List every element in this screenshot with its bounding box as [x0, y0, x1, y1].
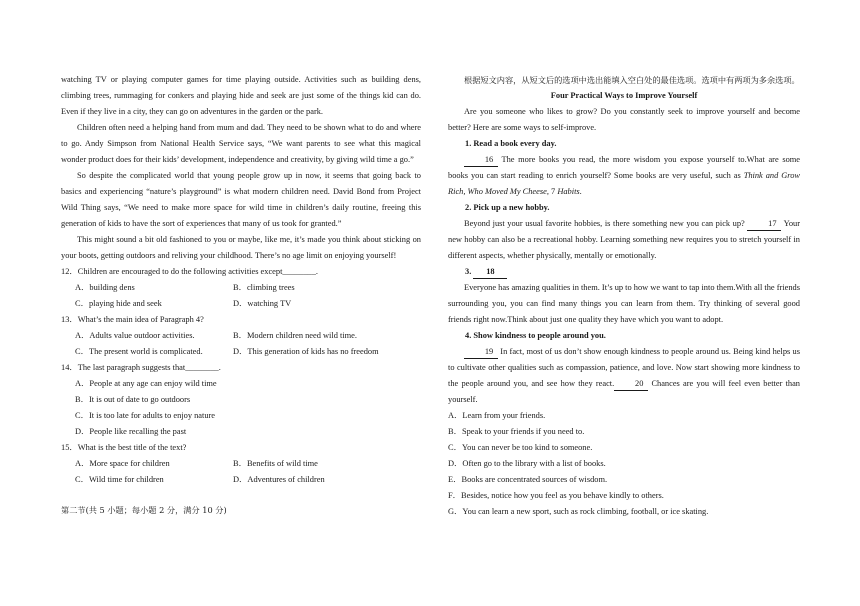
question-14 — [61, 360, 421, 440]
option-a[interactable]: A．More space for children — [75, 459, 170, 468]
book-title: Habits — [557, 187, 580, 196]
paragraph-text: . — [579, 187, 582, 196]
option-row — [61, 344, 421, 360]
left-column — [61, 72, 421, 518]
choice-a[interactable]: A．Learn from your friends. — [448, 411, 546, 420]
blank-19[interactable]: 19 — [464, 346, 498, 359]
section-title: 第二节(共 5 小题；每小题 2 分，满分 10 分) — [61, 505, 227, 515]
option-c[interactable]: C．Wild time for children — [75, 475, 164, 484]
right-column — [448, 72, 800, 520]
option-a[interactable]: A．People at any age can enjoy wild time — [75, 379, 217, 388]
option-c[interactable]: C．The present world is complicated. — [75, 347, 203, 356]
option-d[interactable]: D．This generation of kids has no freedom — [233, 347, 379, 356]
option-d[interactable]: D．watching TV — [233, 299, 292, 308]
blank-16[interactable]: 16 — [464, 154, 498, 167]
paragraph-2 — [448, 216, 800, 264]
option-b[interactable]: B．climbing trees — [233, 283, 295, 292]
paragraph-text: Beyond just your usual favorite hobbies, is there something new you can pick up? — [464, 219, 748, 228]
choice-g[interactable]: G．You can learn a new sport, such as rock climbing, football, or ice skating. — [448, 507, 709, 516]
option-a[interactable]: A．Adults value outdoor activities. — [75, 331, 195, 340]
option-row — [61, 296, 421, 312]
question-12 — [61, 264, 421, 312]
option-row — [61, 472, 421, 488]
paragraph-1 — [448, 152, 800, 200]
question-stem: 14．The last paragraph suggests that________. — [61, 363, 221, 372]
option-c[interactable]: C．playing hide and seek — [75, 299, 162, 308]
paragraph-text: The more books you read, the more wisdom you expose yourself to.What are some books you can start reading to enrich yourself? Some books are very useful, such as — [448, 155, 800, 180]
intro-paragraph: Are you someone who likes to grow? Do you constantly seek to improve yourself and become better? Here are some ways to self-improve. — [448, 107, 800, 132]
passage-title: Four Practical Ways to Improve Yourself — [550, 91, 698, 100]
question-13 — [61, 312, 421, 360]
option-d[interactable]: D．People like recalling the past — [75, 427, 187, 436]
question-stem: 13．What’s the main idea of Paragraph 4? — [61, 315, 204, 324]
option-c[interactable]: C．It is too late for adults to enjoy nature — [75, 411, 216, 420]
subheading-4: 4. Show kindness to people around you. — [465, 331, 606, 340]
instructions: 根据短文内容，从短文后的选项中选出能填入空白处的最佳选项。选项中有两项为多余选项。 — [464, 75, 800, 85]
paragraph-text: , 7 — [546, 187, 558, 196]
option-b[interactable]: B．It is out of date to go outdoors — [75, 395, 191, 404]
choice-d[interactable]: D．Often go to the library with a list of books. — [448, 459, 606, 468]
choice-f[interactable]: F．Besides, notice how you feel as you behave kindly to others. — [448, 491, 664, 500]
subheading-3 — [448, 264, 800, 280]
paragraph-text: In fact, most of us don’t show enough kindness to people around us. Being kind helps us to cultivate other qualities such as compassion, patience, and love. Now start showing more kindness to the people around you, and see how they react. — [448, 347, 800, 388]
paragraph-text: Chances are you will feel even better than yourself. — [448, 379, 800, 404]
passage-paragraph: So despite the complicated world that young people grow up in now, it seems that going back to basics and experiencing “nature’s playground” is what modern children need. David Bond from Project Wild Thing says, “We need to make more space for wild time in children’s daily routine, freeing this generation of kids to have the sort of experiences that many of us took for granted.” — [61, 171, 421, 228]
question-stem: 15．What is the best title of the text? — [61, 443, 187, 452]
blank-18[interactable]: 18 — [473, 266, 507, 279]
paragraph-text: Your new hobby can also be a recreational hobby. Learning something new requires you to stretch yourself in different aspects, whether physically, mentally or emotionally. — [448, 219, 800, 260]
choice-c[interactable]: C．You can never be too kind to someone. — [448, 443, 593, 452]
option-row — [61, 456, 421, 472]
paragraph-4 — [448, 344, 800, 408]
choice-e[interactable]: E．Books are concentrated sources of wisdom. — [448, 475, 608, 484]
subheading-prefix: 3. — [465, 267, 474, 276]
passage-paragraph: This might sound a bit old fashioned to you or maybe, like me, it’s made you think about sticking on your boots, getting outdoors and reliving your childhood. There’s no age limit on enjoying yourself! — [61, 235, 421, 260]
option-b[interactable]: B．Benefits of wild time — [233, 459, 318, 468]
question-15 — [61, 440, 421, 488]
option-a[interactable]: A．building dens — [75, 283, 135, 292]
passage-paragraph: Children often need a helping hand from mum and dad. They need to be shown what to do and where to go. Andy Simpson from National Health Service says, “We want parents to see what this magical wonder product does for their kids’ development, independence and creativity, by giving wild time a go.” — [61, 123, 421, 164]
passage-paragraph: watching TV or playing computer games for time playing outside. Activities such as building dens, climbing trees, rummaging for conkers and playing hide and seek are just some of the things kid can do. Even if they live in a city, they can go on adventures in the garden or the park. — [61, 75, 421, 116]
choice-b[interactable]: B．Speak to your friends if you need to. — [448, 427, 585, 436]
book-titles: Think and Grow Rich, Who Moved My Cheese — [448, 171, 800, 196]
option-d[interactable]: D．Adventures of children — [233, 475, 325, 484]
option-row — [61, 280, 421, 296]
paragraph-3: Everyone has amazing qualities in them. It’s up to how we want to tap into them.With all the friends surrounding you, you can find many things you can learn from them. Try thinking of several good friends right now.Think about just one quality they have which you want to adopt. — [448, 283, 800, 324]
blank-17[interactable]: 17 — [747, 218, 781, 231]
option-b[interactable]: B．Modern children need wild time. — [233, 331, 357, 340]
subheading-2: 2. Pick up a new hobby. — [465, 203, 550, 212]
option-row — [61, 328, 421, 344]
question-stem: 12．Children are encouraged to do the following activities except________. — [61, 267, 318, 276]
blank-20[interactable]: 20 — [614, 378, 648, 391]
subheading-1: 1. Read a book every day. — [465, 139, 557, 148]
